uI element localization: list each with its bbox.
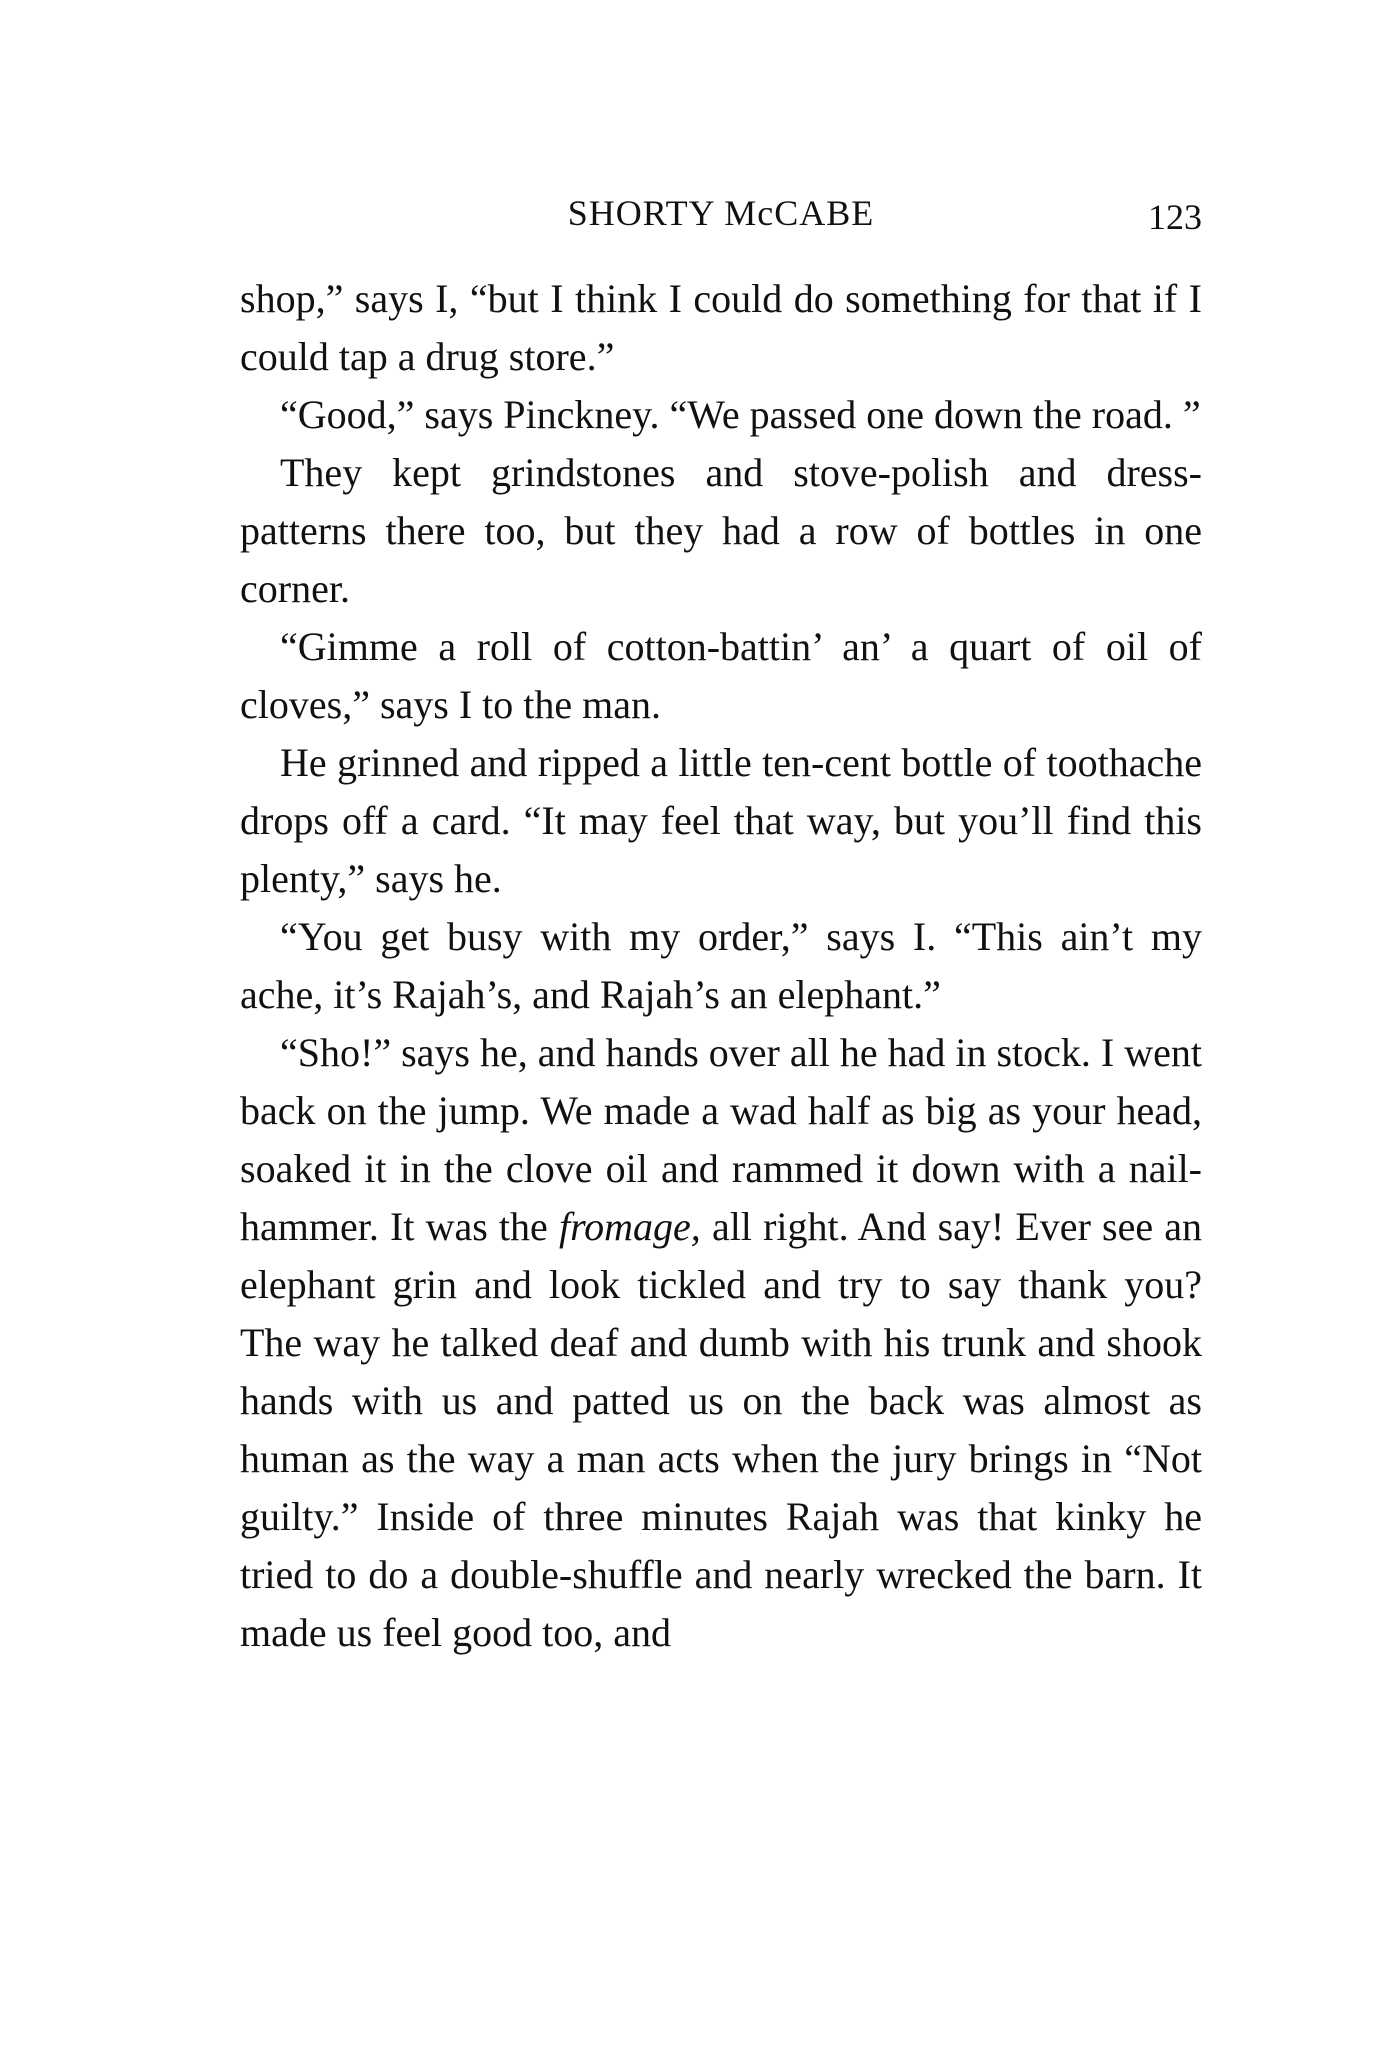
italic-word: fromage, bbox=[558, 1204, 701, 1249]
paragraph-text: “Sho!” says he, and hands over all he had in stock. I went back on the jump. We made a wad half as big as your head, soaked it in the clove oil and rammed it down with a nail-hammer. It was the bbox=[240, 1030, 1202, 1249]
paragraph: “You get busy with my order,” says I. “This ain’t my ache, it’s Rajah’s, and Rajah’s an elephant.” bbox=[240, 914, 1202, 1017]
body-text bbox=[240, 270, 1202, 1662]
paragraph: shop,” says I, “but I think I could do something for that if I could tap a drug store.” bbox=[240, 276, 1202, 379]
paragraph: They kept grindstones and stove-polish and dress-patterns there too, but they had a row of bottles in one corner. bbox=[240, 450, 1202, 611]
page-header bbox=[240, 192, 1202, 242]
paragraph: “Good,” says Pinckney. “We passed one down the road. ” bbox=[280, 392, 1201, 437]
paragraph-text: all right. And say! Ever see an elephant grin and look tickled and try to say thank you? The way he talked deaf and dumb with his trunk and shook hands with us and patted us on the back was almost as human as the way a man acts when the jury brings in “Not guilty.” Inside of three minutes Rajah was that kinky he tried to do a double-shuffle and nearly wrecked the barn. It made us feel good too, and bbox=[240, 1204, 1203, 1655]
paragraph: He grinned and ripped a little ten-cent bottle of toothache drops off a card. “It may feel that way, but you’ll find this plenty,” says he. bbox=[240, 740, 1202, 901]
paragraph bbox=[240, 1024, 1202, 1662]
running-title: SHORTY McCABE bbox=[567, 193, 875, 233]
page-number: 123 bbox=[1148, 197, 1202, 237]
paragraph: “Gimme a roll of cotton-battin’ an’ a quart of oil of cloves,” says I to the man. bbox=[240, 624, 1202, 727]
